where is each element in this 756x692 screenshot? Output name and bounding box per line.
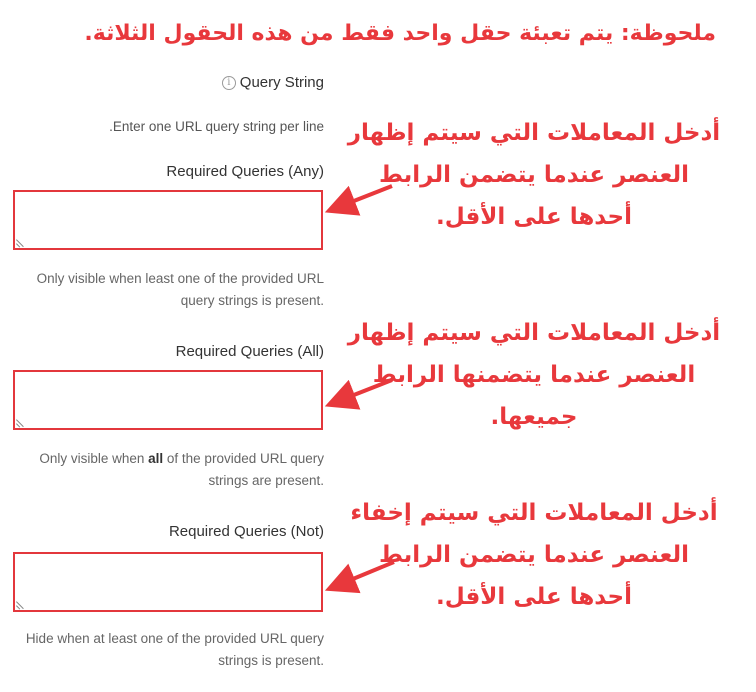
required-not-description: Hide when at least one of the provided URL query strings is present. (25, 631, 324, 668)
arrow-all (336, 380, 392, 402)
callout-any: أدخل المعاملات التي سيتم إظهار العنصر عندما يتضمن الرابط أحدها على الأقل. (347, 120, 721, 230)
required-all-label: Required Queries (All) (175, 343, 324, 360)
arrow-not (336, 562, 394, 586)
required-all-description: Only visible when all of the provided URL query strings are present. (39, 451, 324, 488)
info-icon[interactable]: i (222, 76, 236, 90)
section-title-label: Query String (239, 74, 324, 91)
required-any-label: Required Queries (Any) (166, 163, 324, 180)
callout-all: أدخل المعاملات التي سيتم إظهار العنصر عندما يتضمنها الرابط جميعها. (347, 320, 721, 430)
required-not-label: Required Queries (Not) (168, 523, 324, 540)
arabic-note: ملحوظة: يتم تعبئة حقل واحد فقط من هذه الحقول الثلاثة. (84, 21, 716, 46)
callout-not: أدخل المعاملات التي سيتم إخفاء العنصر عندما يتضمن الرابط أحدها على الأقل. (350, 500, 718, 610)
help-text: Enter one URL query string per line. (109, 119, 324, 134)
arrow-any (336, 186, 392, 208)
required-any-description: Only visible when least one of the provided URL query strings is present. (36, 271, 324, 308)
